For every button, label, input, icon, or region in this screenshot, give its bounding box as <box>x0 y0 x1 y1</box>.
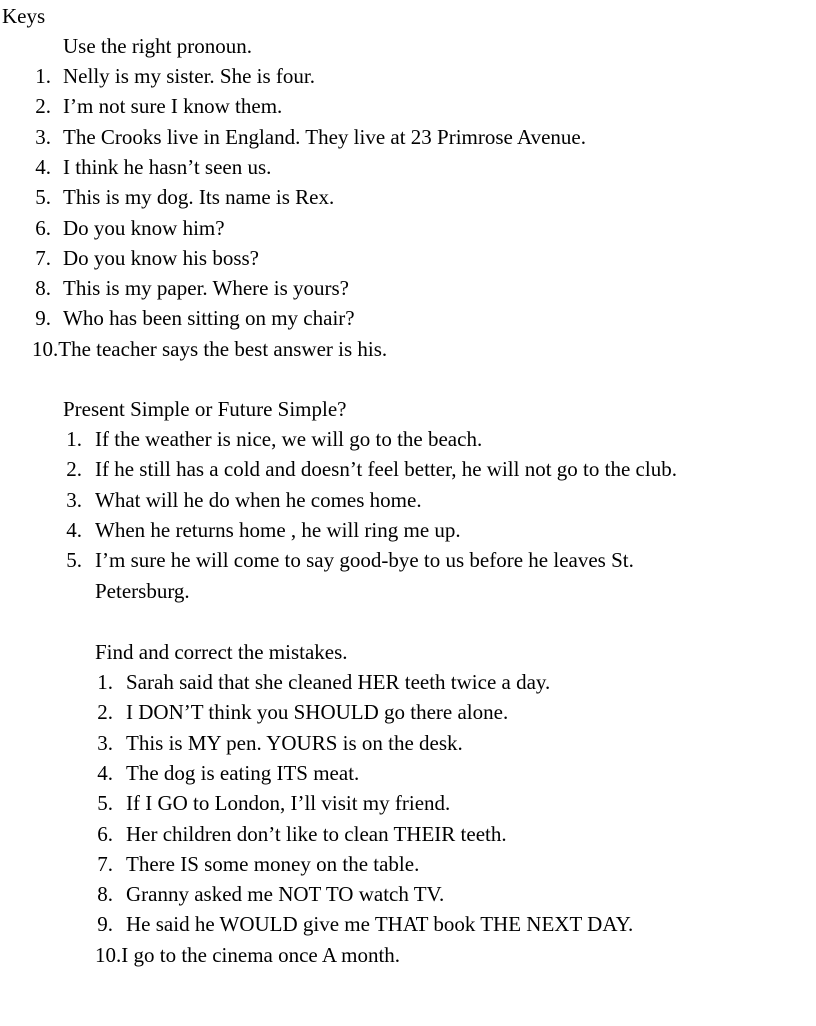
list-item-number: 8. <box>35 276 51 301</box>
list-item-text: If he still has a cold and doesn’t feel better, he will not go to the club. <box>95 457 677 482</box>
list-item-number: 2. <box>66 457 82 482</box>
list-item-number: 10. <box>95 942 122 967</box>
list-item-text: Her children don’t like to clean THEIR teeth. <box>126 821 507 846</box>
list-item-number: 9. <box>97 912 113 937</box>
list-item-text: If the weather is nice, we will go to the beach. <box>95 427 483 451</box>
list-item-number: 3. <box>97 730 113 755</box>
list-item-text: Granny asked me NOT TO watch TV. <box>126 882 445 907</box>
list-item-number: 4. <box>97 760 113 785</box>
list-item-number: 7. <box>97 851 113 876</box>
page-title: Keys <box>2 4 46 28</box>
list-item-text: When he returns home , he will ring me up. <box>95 517 461 542</box>
list-item-text: Do you know him? <box>63 215 225 240</box>
list-item-text: The teacher says the best answer is his. <box>58 336 388 361</box>
list-item-number: 7. <box>35 245 51 270</box>
list-item-text: What will he do when he comes home. <box>95 487 422 512</box>
list-item-number: 4. <box>35 154 51 179</box>
list-item-text: I think he hasn’t seen us. <box>63 154 272 179</box>
list-item-number: 5. <box>35 185 51 210</box>
list-item-number: 4. <box>66 517 82 542</box>
list-item-text: I’m sure he will come to say good-bye to us before he leaves St. <box>95 548 634 573</box>
list-item-number: 3. <box>35 124 51 149</box>
list-item-number: 5. <box>97 791 113 816</box>
list-item-number: 1. <box>66 427 82 451</box>
list-item-number: 1. <box>97 670 113 694</box>
list-item-number: 8. <box>97 882 113 907</box>
section3-heading: Find and correct the mistakes. <box>95 640 348 664</box>
list-item-text: Who has been sitting on my chair? <box>63 306 355 331</box>
list-item-text: This is MY pen. YOURS is on the desk. <box>126 730 463 755</box>
list-item-text: He said he WOULD give me THAT book THE NEXT DAY. <box>126 912 634 937</box>
list-item-number: 6. <box>35 215 51 240</box>
list-item-number: 9. <box>35 306 51 331</box>
list-item-number: 1. <box>35 64 51 88</box>
list-item-text: If I GO to London, I’ll visit my friend. <box>126 791 451 816</box>
list-item-text: The dog is eating ITS meat. <box>126 760 360 785</box>
list-item-text: The Crooks live in England. They live at 23 Primrose Avenue. <box>63 124 586 149</box>
list-item-text: There IS some money on the table. <box>126 851 420 876</box>
list-item-text: Nelly is my sister. She is four. <box>63 64 315 88</box>
list-item-number: 6. <box>97 821 113 846</box>
list-item-text: I’m not sure I know them. <box>63 94 283 119</box>
list-item-number: 10. <box>32 336 59 361</box>
list-item-text: I DON’T think you SHOULD go there alone. <box>126 700 509 725</box>
list-item-number: 3. <box>66 487 82 512</box>
list-item-text: This is my paper. Where is yours? <box>63 276 349 301</box>
list-item-number: 5. <box>66 548 82 573</box>
list-item-number: 2. <box>35 94 51 119</box>
list-item-text: This is my dog. Its name is Rex. <box>63 185 335 210</box>
list-item-text: Sarah said that she cleaned HER teeth twice a day. <box>126 670 551 694</box>
list-item-number: 2. <box>97 700 113 725</box>
section1-heading: Use the right pronoun. <box>63 34 252 58</box>
list-item-continuation: Petersburg. <box>95 578 190 603</box>
list-item-text: I go to the cinema once A month. <box>121 942 401 967</box>
list-item-text: Do you know his boss? <box>63 245 260 270</box>
section2-heading: Present Simple or Future Simple? <box>63 397 347 421</box>
